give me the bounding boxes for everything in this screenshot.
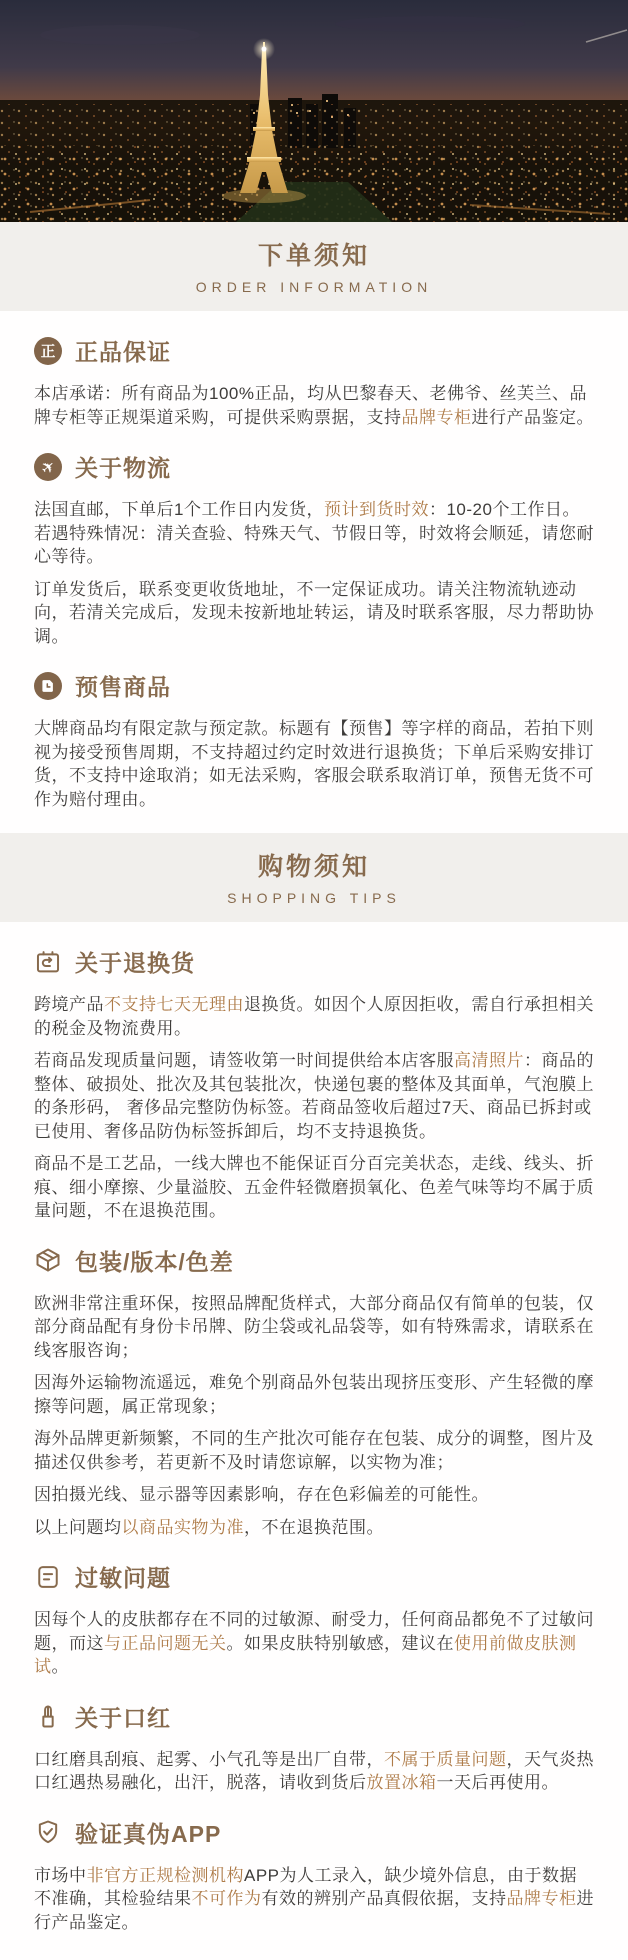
notice-paragraph xyxy=(34,1608,594,1679)
return-arrow-box-icon xyxy=(34,948,62,976)
emphasis-text: 使用前做皮肤测试 xyxy=(34,1633,577,1676)
svg-text:✈: ✈ xyxy=(37,455,60,479)
emphasis-text: 放置冰箱 xyxy=(366,1773,437,1792)
body-text: APP为人工录入，缺少境外信息，由于数据不准确，其检验结果 xyxy=(34,1865,578,1908)
notice-paragraph xyxy=(34,717,594,811)
section-header xyxy=(34,669,594,702)
notice-paragraph xyxy=(34,1516,594,1540)
shopping-tips-content xyxy=(0,922,628,1960)
body-text: 一天后再使用。 xyxy=(436,1773,559,1792)
section-return-arrow-box xyxy=(34,945,594,1223)
section-header xyxy=(34,1244,594,1277)
notice-paragraph xyxy=(34,1864,594,1935)
notice-paragraph xyxy=(34,1292,594,1363)
notice-paragraph xyxy=(34,578,594,649)
section-package-box xyxy=(34,1244,594,1540)
body-text: ，天气炎热口红遇热易融化，出汗，脱落，请收到货后 xyxy=(34,1749,594,1792)
body-text: 退换货。如因个人原因拒收，需自行承担相关的税金及物流费用。 xyxy=(34,995,594,1038)
section-heading: 关于退换货 xyxy=(75,950,195,976)
section-header xyxy=(34,945,594,978)
emphasis-text: 预计到货时效 xyxy=(323,500,429,519)
paris-night-illustration xyxy=(0,0,628,222)
body-text: 市场中 xyxy=(34,1865,87,1885)
order-info-subtitle: ORDER INFORMATION xyxy=(195,279,433,295)
order-info-header xyxy=(0,222,628,311)
emphasis-text: 不可作为 xyxy=(191,1889,262,1908)
notice-paragraph xyxy=(34,498,594,569)
notice-paragraph xyxy=(34,1483,594,1507)
section-heading: 过敏问题 xyxy=(75,1565,171,1591)
section-zheng-seal xyxy=(34,334,594,429)
body-text: 因海外运输物流遥远，难免个别商品外包装出现挤压变形、产生轻微的摩擦等问题，属正常现象； xyxy=(34,1373,594,1416)
section-header xyxy=(34,1560,594,1593)
body-text: 本店承诺：所有商品为100%正品，均从巴黎春天、老佛爷、丝芙兰、品牌专柜等正规渠道采购，可提供采购票据，支持 xyxy=(34,384,587,427)
presale-tag-clock-icon xyxy=(34,672,62,700)
body-text: 商品不是工艺品，一线大牌也不能保证百分百完美状态，走线、线头、折痕、细小摩擦、少量溢胶、五金件轻微磨损氧化、色差气味等均不属于质量问题，不在退换范围。 xyxy=(34,1154,594,1220)
notice-paragraph xyxy=(34,1371,594,1418)
emphasis-text: 品牌专柜 xyxy=(401,407,472,427)
notice-paragraph xyxy=(34,382,594,429)
emphasis-text: 与正品问题无关 xyxy=(104,1633,227,1653)
body-text: 以上问题均 xyxy=(34,1517,122,1537)
airplane-icon xyxy=(34,453,62,481)
svg-text:正: 正 xyxy=(40,343,56,360)
body-text: 因拍摄光线、显示器等因素影响，存在色彩偏差的可能性。 xyxy=(34,1485,489,1504)
notice-paragraph xyxy=(34,1748,594,1795)
body-text: 有效的辨别产品真假依据，支持 xyxy=(261,1889,507,1908)
emphasis-text: 非官方正规检测机构 xyxy=(86,1865,244,1885)
note-lines-icon xyxy=(34,1563,62,1591)
section-header xyxy=(34,334,594,367)
section-heading: 正品保证 xyxy=(75,339,171,365)
shopping-tips-title: 购物须知 xyxy=(257,853,370,881)
emphasis-text: 高清照片 xyxy=(454,1051,524,1070)
body-text: 若商品发现质量问题，请签收第一时间提供给本店客服 xyxy=(34,1051,454,1070)
hero-image-paris-eiffel-night xyxy=(0,0,628,222)
body-text: 法国直邮，下单后1个工作日内发货， xyxy=(34,500,324,519)
body-text: ：10-20个工作日。若遇特殊情况：清关查验、特殊天气、节假日等，时效将会顺延，请您耐心等待。 xyxy=(34,500,594,566)
notice-paragraph xyxy=(34,993,594,1040)
section-heading: 包装/版本/色差 xyxy=(75,1248,234,1275)
body-text: 跨境产品 xyxy=(34,995,104,1014)
section-lipstick xyxy=(34,1700,594,1795)
section-heading: 关于物流 xyxy=(75,455,171,481)
emphasis-text: 不属于质量问题 xyxy=(384,1749,507,1769)
body-text: 海外品牌更新频繁，不同的生产批次可能存在包装、成分的调整，图片及描述仅供参考，若更新不及时请您谅解，以实物为准； xyxy=(34,1429,594,1472)
shopping-tips-header xyxy=(0,833,628,922)
body-text: 订单发货后，联系变更收货地址，不一定保证成功。请关注物流轨迹动向，若清关完成后，发现未按新地址转运，请及时联系客服，尽力帮助协调。 xyxy=(34,579,594,646)
shopping-tips-subtitle: SHOPPING TIPS xyxy=(227,890,401,906)
package-box-icon xyxy=(34,1246,62,1274)
emphasis-text: 品牌专柜 xyxy=(506,1889,577,1908)
section-header xyxy=(34,1816,594,1849)
section-header xyxy=(34,1700,594,1733)
section-header xyxy=(34,450,594,483)
body-text: 因每个人的皮肤都存在不同的过敏源、耐受力，任何商品都免不了过敏问题，而这 xyxy=(34,1610,594,1653)
section-heading: 验证真伪APP xyxy=(75,1820,222,1847)
section-heading: 预售商品 xyxy=(75,674,171,700)
section-airplane xyxy=(34,450,594,648)
body-text: 。如果皮肤特别敏感，建议在 xyxy=(226,1633,454,1653)
section-heading: 关于口红 xyxy=(75,1704,171,1731)
order-info-title: 下单须知 xyxy=(257,242,370,270)
shield-check-icon xyxy=(34,1818,62,1846)
section-note-lines xyxy=(34,1560,594,1679)
body-text: 口红磨具刮痕、起雾、小气孔等是出厂自带， xyxy=(34,1749,384,1769)
emphasis-text: 以商品实物为准 xyxy=(121,1517,244,1537)
body-text: 进行产品鉴定。 xyxy=(34,1889,594,1932)
notice-paragraph xyxy=(34,1427,594,1474)
zheng-seal-icon xyxy=(34,337,62,365)
section-shield-check xyxy=(34,1816,594,1935)
emphasis-text: 不支持七天无理由 xyxy=(104,995,244,1014)
order-info-content xyxy=(0,311,628,833)
section-presale-tag-clock xyxy=(34,669,594,811)
body-text: 。 xyxy=(51,1657,69,1676)
notice-paragraph xyxy=(34,1152,594,1223)
body-text: 进行产品鉴定。 xyxy=(471,407,594,427)
body-text: ，不在退换范围。 xyxy=(244,1517,384,1537)
lipstick-icon xyxy=(34,1702,62,1730)
notice-paragraph xyxy=(34,1049,594,1143)
body-text: 欧洲非常注重环保，按照品牌配货样式，大部分商品仅有简单的包装，仅部分商品配有身份卡吊牌、防尘袋或礼品袋等，如有特殊需求，请联系在线客服咨询； xyxy=(34,1293,594,1360)
body-text: ：商品的整体、破损处、批次及其包装批次，快递包裹的整体及其面单，气泡膜上的条形码， 奢侈品完整防伪标签。若商品签收后超过7天、商品已拆封或已使用、奢侈品防伪标签拆卸后，均不支持退换货。 xyxy=(34,1051,594,1141)
body-text: 大牌商品均有限定款与预定款。标题有【预售】等字样的商品，若拍下则视为接受预售周期，不支持超过约定时效进行退换货；下单后采购安排订货，不支持中途取消；如无法采购，客服会联系取消订单，预售无货不可作为赔付理由。 xyxy=(34,719,594,809)
